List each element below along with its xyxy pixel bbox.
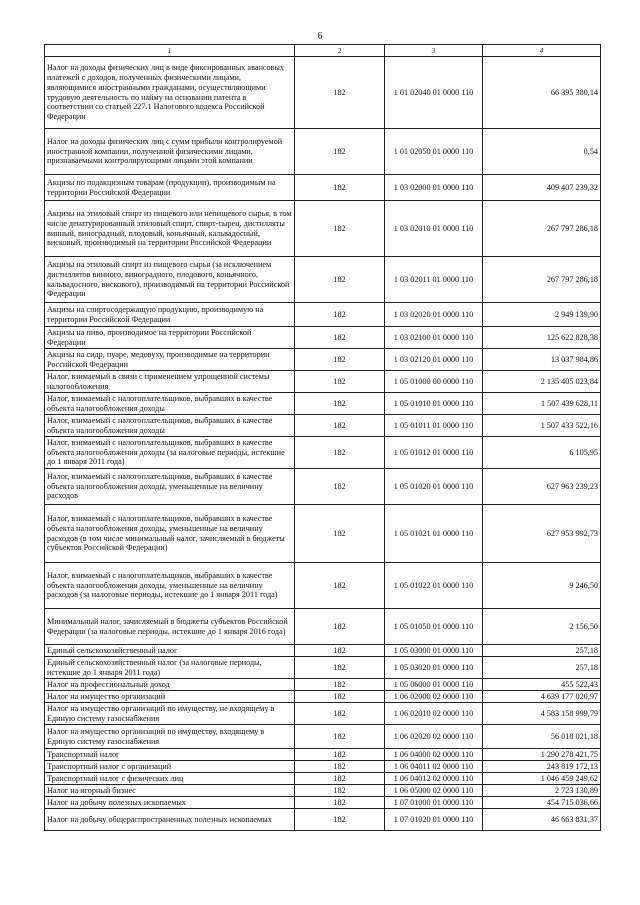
table-row [45,469,601,505]
row-amount: 267 797 286,18 [483,257,601,303]
row-budget-code: 1 03 02120 01 0000 110 [385,349,483,371]
row-name: Налог на имущество организаций [45,691,295,703]
row-amount: 125 622 828,38 [483,327,601,349]
table-row [45,175,601,201]
table-body [45,45,601,831]
table-row [45,749,601,761]
row-name: Акцизы на этиловый спирт из пищевого сырья (за исключением дистиллятов винного, виноградного, плодового, коньячного, кальвадосного, вискового), производимый на территории Российской Федерации [45,257,295,303]
table-row [45,609,601,645]
row-admin-code: 182 [295,657,385,679]
row-amount: 1 290 278 421,75 [483,749,601,761]
row-admin-code: 182 [295,563,385,609]
row-admin-code: 182 [295,201,385,257]
row-budget-code: 1 06 04000 02 0000 110 [385,749,483,761]
row-name: Налог, взимаемый с налогоплательщиков, выбравших в качестве объекта налогообложения доходы, уменьшенные на величину расходов (за налоговые периоды, истекшие до 1 января 2011 года) [45,563,295,609]
row-amount: 1 507 433 522,16 [483,415,601,437]
table-row [45,415,601,437]
row-name: Акцизы на пиво, производимое на территории Российской Федерации [45,327,295,349]
row-budget-code: 1 05 06000 01 0000 110 [385,679,483,691]
table-row [45,645,601,657]
row-budget-code: 1 03 02000 01 0000 110 [385,175,483,201]
row-budget-code: 1 07 01020 01 0000 110 [385,809,483,831]
row-name: Налог, взимаемый в связи с применением упрощенной системы налогообложения [45,371,295,393]
table-row [45,725,601,749]
table-row [45,371,601,393]
row-budget-code: 1 01 02050 01 0000 110 [385,129,483,175]
row-name: Акцизы на этиловый спирт из пищевого или непищевого сырья, в том числе денатурированный этиловый спирт, спирт-сырец, дистилляты винный, виноградный, плодовый, коньячный, кальвадосный, висковый, производимый на территории Российской Федерации [45,201,295,257]
row-amount: 6 105,95 [483,437,601,469]
row-budget-code: 1 06 05000 02 0000 110 [385,785,483,797]
row-name: Налог на профессиональный доход [45,679,295,691]
row-budget-code: 1 06 02010 02 0000 110 [385,703,483,725]
row-budget-code: 1 03 02100 01 0000 110 [385,327,483,349]
row-name: Налог на имущество организаций по имуществу, не входящему в Единую систему газоснабжения [45,703,295,725]
row-admin-code: 182 [295,57,385,129]
row-amount: 66 395 380,14 [483,57,601,129]
row-amount: 267 797 286,18 [483,201,601,257]
column-number: 4 [483,45,601,57]
row-admin-code: 182 [295,773,385,785]
row-budget-code: 1 06 04012 02 0000 110 [385,773,483,785]
table-row [45,201,601,257]
row-budget-code: 1 03 02010 01 0000 110 [385,201,483,257]
row-name: Налог на добычу общераспространенных полезных ископаемых [45,809,295,831]
row-admin-code: 182 [295,725,385,749]
row-amount: 257,18 [483,657,601,679]
row-budget-code: 1 03 02011 01 0000 110 [385,257,483,303]
row-budget-code: 1 06 04011 02 0000 110 [385,761,483,773]
row-amount: 454 715 036,66 [483,797,601,809]
row-amount: 56 018 021,18 [483,725,601,749]
table-row [45,393,601,415]
row-name: Налог, взимаемый с налогоплательщиков, выбравших в качестве объекта налогообложения доходы, уменьшенные на величину расходов (в том числе минимальный налог, зачисляемый в бюджеты субъектов Российской Федерации) [45,505,295,563]
row-admin-code: 182 [295,809,385,831]
row-amount: 2 723 130,89 [483,785,601,797]
row-name: Налог на игорный бизнес [45,785,295,797]
table-row [45,785,601,797]
row-admin-code: 182 [295,349,385,371]
row-admin-code: 182 [295,469,385,505]
row-amount: 627 953 992,73 [483,505,601,563]
row-name: Налог, взимаемый с налогоплательщиков, выбравших в качестве объекта налогообложения доходы, уменьшенные на величину расходов [45,469,295,505]
table-row [45,349,601,371]
row-amount: 2 949 139,90 [483,303,601,327]
column-number-row [45,45,601,57]
table-row [45,657,601,679]
row-amount: 4 583 158 999,79 [483,703,601,725]
row-amount: 2 156,50 [483,609,601,645]
row-name: Единый сельскохозяйственный налог (за налоговые периоды, истекшие до 1 января 2011 года) [45,657,295,679]
row-budget-code: 1 07 01000 01 0000 110 [385,797,483,809]
row-budget-code: 1 06 02020 02 0000 110 [385,725,483,749]
row-amount: 4 639 177 020,97 [483,691,601,703]
table-row [45,679,601,691]
row-admin-code: 182 [295,761,385,773]
row-amount: 257,18 [483,645,601,657]
page-number: 6 [317,31,323,42]
row-amount: 1 046 459 249,62 [483,773,601,785]
row-name: Акцизы по подакцизным товарам (продукции), производимым на территории Российской Федерации [45,175,295,201]
row-name: Налог, взимаемый с налогоплательщиков, выбравших в качестве объекта налогообложения доходы (за налоговые периоды, истекшие до 1 января 2011 года) [45,437,295,469]
row-budget-code: 1 01 02040 01 0000 110 [385,57,483,129]
row-budget-code: 1 05 03000 01 0000 110 [385,645,483,657]
column-number: 3 [385,45,483,57]
row-admin-code: 182 [295,505,385,563]
row-admin-code: 182 [295,437,385,469]
table-row [45,773,601,785]
table-row [45,809,601,831]
row-budget-code: 1 05 01021 01 0000 110 [385,505,483,563]
row-admin-code: 182 [295,129,385,175]
table-row [45,703,601,725]
row-budget-code: 1 05 01022 01 0000 110 [385,563,483,609]
row-budget-code: 1 05 01011 01 0000 110 [385,415,483,437]
row-admin-code: 182 [295,303,385,327]
row-amount: 46 663 831,37 [483,809,601,831]
row-name: Налог, взимаемый с налогоплательщиков, выбравших в качестве объекта налогообложения доходы [45,393,295,415]
row-name: Транспортный налог с организаций [45,761,295,773]
row-admin-code: 182 [295,257,385,303]
row-amount: 9 246,50 [483,563,601,609]
row-name: Единый сельскохозяйственный налог [45,645,295,657]
row-budget-code: 1 05 03020 01 0000 110 [385,657,483,679]
row-budget-code: 1 06 02000 02 0000 110 [385,691,483,703]
row-admin-code: 182 [295,415,385,437]
row-amount: 0,54 [483,129,601,175]
row-admin-code: 182 [295,609,385,645]
row-budget-code: 1 05 01000 00 0000 110 [385,371,483,393]
row-budget-code: 1 05 01010 01 0000 110 [385,393,483,415]
table-row [45,563,601,609]
revenue-table [44,44,601,831]
table-row [45,505,601,563]
column-number: 1 [45,45,295,57]
table-row [45,57,601,129]
table-row [45,437,601,469]
row-budget-code: 1 05 01050 01 0000 110 [385,609,483,645]
row-admin-code: 182 [295,371,385,393]
row-name: Транспортный налог с физических лиц [45,773,295,785]
row-admin-code: 182 [295,327,385,349]
column-number: 2 [295,45,385,57]
row-name: Налог на доходы физических лиц с сумм прибыли контролируемой иностранной компании, полученной физическими лицами, признаваемыми контролирующими лицами этой компании [45,129,295,175]
row-admin-code: 182 [295,785,385,797]
row-name: Налог, взимаемый с налогоплательщиков, выбравших в качестве объекта налогообложения доходы [45,415,295,437]
row-amount: 2 135 405 023,84 [483,371,601,393]
row-admin-code: 182 [295,691,385,703]
row-admin-code: 182 [295,175,385,201]
table-row [45,129,601,175]
row-amount: 1 507 439 628,11 [483,393,601,415]
table-row [45,303,601,327]
row-admin-code: 182 [295,703,385,725]
row-budget-code: 1 05 01012 01 0000 110 [385,437,483,469]
row-name: Налог на добычу полезных ископаемых [45,797,295,809]
row-amount: 13 037 984,86 [483,349,601,371]
row-name: Акцизы на спиртосодержащую продукцию, производимую на территории Российской Федерации [45,303,295,327]
table-row [45,257,601,303]
row-amount: 409 407 239,32 [483,175,601,201]
row-amount: 243 819 172,13 [483,761,601,773]
row-budget-code: 1 03 02020 01 0000 110 [385,303,483,327]
table-row [45,691,601,703]
row-admin-code: 182 [295,645,385,657]
row-admin-code: 182 [295,797,385,809]
table-row [45,327,601,349]
row-name: Налог на имущество организаций по имуществу, входящему в Единую систему газоснабжения [45,725,295,749]
row-name: Налог на доходы физических лиц в виде фиксированных авансовых платежей с доходов, полученных физическими лицами, являющимися иностранными гражданами, осуществляющими трудовую деятельность по найму на основании патента в соответствии со статьей 227.1 Налогового кодекса Российской Федерации [45,57,295,129]
row-budget-code: 1 05 01020 01 0000 110 [385,469,483,505]
row-name: Акцизы на сидр, пуаре, медовуху, производимые на территории Российской Федерации [45,349,295,371]
row-name: Минимальный налог, зачисляемый в бюджеты субъектов Российской Федерации (за налоговые периоды, истекшие до 1 января 2016 года) [45,609,295,645]
row-admin-code: 182 [295,679,385,691]
row-admin-code: 182 [295,749,385,761]
table-row [45,797,601,809]
row-amount: 455 522,43 [483,679,601,691]
table-row [45,761,601,773]
row-amount: 627 963 239,23 [483,469,601,505]
row-name: Транспортный налог [45,749,295,761]
row-admin-code: 182 [295,393,385,415]
